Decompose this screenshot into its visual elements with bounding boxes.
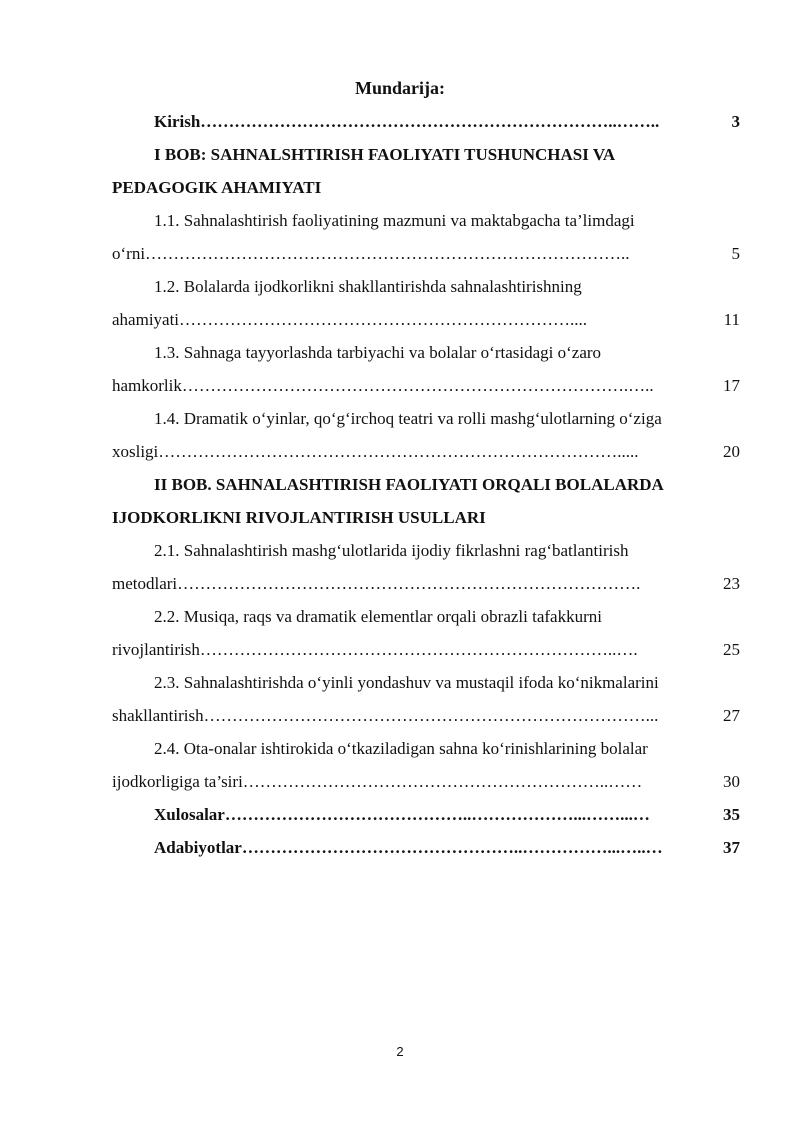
toc-entry-references[interactable]	[112, 831, 740, 864]
toc-page-number: 35	[723, 805, 740, 824]
toc-page-number: 20	[723, 442, 740, 461]
table-of-contents	[112, 105, 740, 864]
toc-leader-dots: ………………………………………………………..……	[242, 772, 643, 791]
page-number: 2	[396, 1044, 404, 1059]
toc-entry-2-3-line2[interactable]	[112, 699, 740, 732]
toc-entry-label: xosligi	[112, 442, 159, 461]
toc-entry-label: Xulosalar	[154, 805, 225, 824]
toc-leader-dots: …………………………………………………………………………..	[145, 244, 630, 263]
toc-page-number: 30	[723, 772, 740, 791]
toc-entry-1-2-line1[interactable]: 1.2. Bolalarda ijodkorlikni shakllantirishda sahnalashtirishning	[154, 277, 582, 296]
toc-entry-label: metodlari	[112, 574, 178, 593]
toc-entry-1-3-line1[interactable]: 1.3. Sahnaga tayyorlashda tarbiyachi va bolalar o‘rtasidagi o‘zaro	[154, 343, 602, 362]
toc-leader-dots: ……………………………………………………………………...	[203, 706, 659, 725]
toc-entry-label: rivojlantirish	[112, 640, 200, 659]
toc-page-number: 17	[723, 376, 740, 395]
toc-entry-label: ahamiyati	[112, 310, 180, 329]
toc-page-number: 23	[723, 574, 740, 593]
toc-chapter2-line1[interactable]: II BOB. SAHNALASHTIRISH FAOLIYATI ORQALI BOLALARDA	[154, 475, 664, 494]
toc-leader-dots: ………………………………………………………………..….	[199, 640, 638, 659]
toc-title: Mundarija:	[355, 78, 445, 98]
toc-entry-label: Kirish	[154, 112, 201, 131]
toc-chapter1-line1[interactable]: I BOB: SAHNALSHTIRISH FAOLIYATI TUSHUNCHASI VA	[154, 145, 616, 164]
toc-leader-dots: ……………………………………………………………………….	[177, 574, 641, 593]
toc-entry-2-4-line2[interactable]	[112, 765, 740, 798]
toc-entry-1-4-line1[interactable]: 1.4. Dramatik o‘yinlar, qo‘g‘irchoq teatri va rolli mashg‘ulotlarning o‘ziga	[154, 409, 662, 428]
toc-entry-conclusions[interactable]	[112, 798, 740, 831]
toc-entry-intro[interactable]	[112, 105, 740, 138]
toc-leader-dots: …………………………………………..……………...…..…	[241, 838, 663, 857]
toc-leader-dots: ……………………………………………………………………….....	[158, 442, 639, 461]
toc-entry-2-2-line2[interactable]	[112, 633, 740, 666]
toc-leader-dots: ……………………………………………………………....	[179, 310, 588, 329]
toc-leader-dots: ………………………………………………………………..……..	[200, 112, 660, 131]
toc-entry-2-4-line1[interactable]: 2.4. Ota-onalar ishtirokida o‘tkaziladigan sahna ko‘rinishlarining bolalar	[154, 739, 648, 758]
toc-entry-label: hamkorlik	[112, 376, 182, 395]
toc-page-number: 37	[723, 838, 740, 857]
toc-entry-label: o‘rni	[112, 244, 146, 263]
toc-entry-2-1-line1[interactable]: 2.1. Sahnalashtirish mashg‘ulotlarida ijodiy fikrlashni rag‘batlantirish	[154, 541, 629, 560]
toc-leader-dots: ……………………………………..………………...……...…	[224, 805, 650, 824]
toc-page-number: 5	[731, 244, 740, 263]
toc-entry-label: Adabiyotlar	[154, 838, 242, 857]
toc-entry-2-3-line1[interactable]: 2.3. Sahnalashtirishda o‘yinli yondashuv va mustaqil ifoda ko‘nikmalarini	[154, 673, 659, 692]
toc-entry-label: ijodkorligiga ta’siri	[112, 772, 243, 791]
toc-entry-label: shakllantirish	[112, 706, 204, 725]
toc-entry-1-1-line1[interactable]: 1.1. Sahnalashtirish faoliyatining mazmuni va maktabgacha ta’limdagi	[154, 211, 635, 230]
toc-page-number: 3	[731, 112, 740, 131]
toc-entry-1-1-line2[interactable]	[112, 237, 740, 270]
toc-entry-2-2-line1[interactable]: 2.2. Musiqa, raqs va dramatik elementlar orqali obrazli tafakkurni	[154, 607, 602, 626]
toc-page-number: 25	[723, 640, 740, 659]
toc-page-number: 27	[723, 706, 740, 725]
toc-entry-2-1-line2[interactable]	[112, 567, 740, 600]
toc-entry-1-2-line2[interactable]	[112, 303, 740, 336]
toc-chapter1-line2[interactable]: PEDAGOGIK AHAMIYATI	[112, 178, 322, 197]
toc-entry-1-3-line2[interactable]	[112, 369, 740, 402]
toc-entry-1-4-line2[interactable]	[112, 435, 740, 468]
toc-leader-dots: …………………………………………………………………….…..	[181, 376, 654, 395]
toc-page-number: 11	[723, 310, 740, 329]
toc-chapter2-line2[interactable]: IJODKORLIKNI RIVOJLANTIRISH USULLARI	[112, 508, 486, 527]
